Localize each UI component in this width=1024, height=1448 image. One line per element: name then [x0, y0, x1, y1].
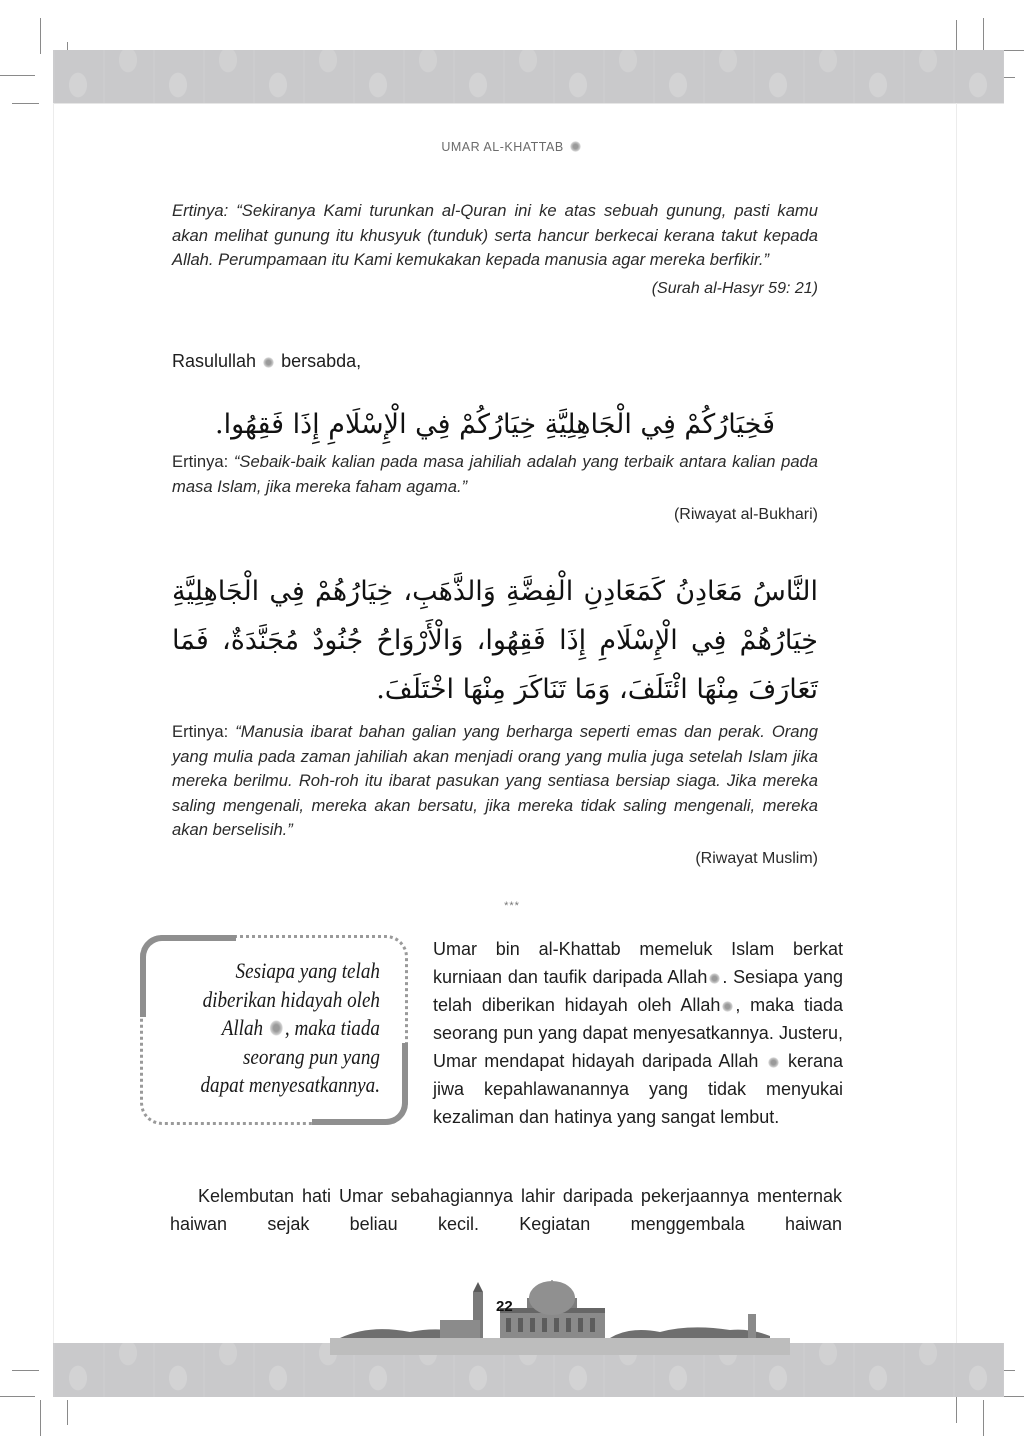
- trim-mark: [12, 103, 39, 104]
- radiallahu-anhu-icon: [570, 141, 581, 152]
- translation-body: “Manusia ibarat bahan galian yang berharga seperti emas dan perak. Orang yang mulia pada zaman jahiliah akan menjadi orang yang mulia juga setelah Islam jika mereka berilmu. Roh-roh itu ibarat pasukan yang sentiasa bersiap siaga. Jika mereka saling mengenali, mereka akan bersatu, jika mereka tidak saling mengenali, mereka akan berselisih.”: [172, 722, 818, 840]
- trim-mark: [956, 1395, 957, 1423]
- bersabda-label: bersabda,: [281, 351, 362, 371]
- paragraph-fragment: , maka tiada seorang pun yang dapat menyesatkannya. Justeru, Umar mendapat hidayah daripada Allah: [433, 995, 843, 1071]
- pull-quote-fragment: , maka tiada: [284, 1015, 380, 1040]
- pull-quote-line: seorang pun yang: [242, 1043, 380, 1069]
- subhanahu-wa-taala-icon: [722, 1001, 733, 1012]
- subhanahu-wa-taala-icon: [270, 1020, 284, 1036]
- pull-quote-line: [176, 1014, 380, 1043]
- running-head: [0, 140, 1024, 154]
- surah-reference: (Surah al-Hasyr 59: 21): [651, 279, 818, 297]
- paragraph-fragment: Umar bin al-Khattab memeluk Islam berkat kurniaan dan taufik daripada Allah: [433, 939, 843, 987]
- trim-mark: [983, 1400, 984, 1436]
- quran-translation-block: [172, 199, 818, 298]
- trim-mark: [12, 1370, 39, 1371]
- translation-lead: Ertinya:: [172, 722, 236, 741]
- trim-mark: [40, 1400, 41, 1436]
- hadith-reference: (Riwayat Muslim): [695, 849, 818, 867]
- pull-quote-line: dapat menyesatkannya.: [200, 1072, 380, 1097]
- body-paragraph-kelembutan: Kelembutan hati Umar sebahagiannya lahir daripada pekerjaannya menternak haiwan sejak beliau kecil. Kegiatan menggembala haiwan: [170, 1186, 842, 1234]
- page-number: 22: [496, 1298, 513, 1315]
- translation-lead: Ertinya:: [172, 452, 234, 471]
- translation-lead: Ertinya:: [172, 201, 237, 220]
- running-title: UMAR AL-KHATTAB: [441, 140, 564, 154]
- hadith-intro: [172, 348, 818, 375]
- trim-mark: [40, 18, 41, 54]
- trim-mark: [67, 1400, 68, 1425]
- subhanahu-wa-taala-icon: [709, 973, 720, 984]
- header-ornament-band: [53, 50, 1004, 104]
- allah-word: Allah: [221, 1015, 264, 1040]
- rasulullah-label: Rasulullah: [172, 351, 257, 371]
- arabic-text: النَّاسُ مَعَادِنُ كَمَعَادِنِ الْفِضَّةِ وَالذَّهَبِ، خِيَارُهُمْ فِي الْجَاهِلِيَّةِ خِيَارُهُمْ فِي الْإِسْلَامِ إِذَا فَقِهُوا، وَالْأَرْوَاحُ جُنُودٌ مُجَنَّدَةٌ، فَمَا تَعَارَفَ مِنْهَا ائْتَلَفَ، وَمَا تَنَاكَرَ مِنْهَا اخْتَلَفَ.: [172, 576, 818, 705]
- subhanahu-wa-taala-icon: [768, 1057, 779, 1068]
- dome-of-the-rock-illustration: [330, 1280, 790, 1355]
- body-paragraph-umar-islam: [433, 935, 843, 1131]
- trim-mark: [983, 18, 984, 54]
- translation-text: [172, 720, 818, 843]
- paragraph-fragment: . Sesiapa yang telah diberikan hidayah oleh Allah: [433, 967, 843, 1015]
- paragraph-fragment: kerana jiwa kepahlawanannya yang tidak menyukai kezaliman dan hatinya yang sangat lembut.: [433, 1051, 843, 1127]
- translation-text: [172, 199, 818, 273]
- translation-text: [172, 450, 818, 499]
- page-edge-left: [53, 103, 54, 1343]
- trim-mark: [0, 75, 35, 76]
- page-edge-right: [956, 103, 957, 1343]
- pull-quote-line: Sesiapa yang telah: [235, 958, 380, 983]
- pull-quote-box: [140, 935, 408, 1125]
- pull-quote-text: [176, 957, 380, 1100]
- sallallahu-alaihi-wasallam-icon: [263, 357, 274, 368]
- hadith-muslim-block: [172, 567, 818, 868]
- translation-body: “Sekiranya Kami turunkan al-Quran ini ke atas sebuah gunung, pasti kamu akan melihat gunung itu khusyuk (tunduk) serta hancur berkecai kerana takut kepada Allah. Perumpamaan itu Kami kemukakan kepada manusia agar mereka berfikir.”: [172, 201, 818, 270]
- hadith-reference: (Riwayat al-Bukhari): [673, 506, 818, 524]
- hadith-bukhari-block: [172, 402, 818, 524]
- trim-mark: [956, 20, 957, 50]
- trim-mark: [0, 1396, 35, 1397]
- pull-quote-line: diberikan hidayah oleh: [202, 986, 380, 1012]
- arabic-text: فَخِيَارُكُمْ فِي الْجَاهِلِيَّةِ خِيَارُكُمْ فِي الْإِسْلَامِ إِذَا فَقِهُوا.: [215, 409, 775, 440]
- section-separator: ***: [504, 900, 520, 912]
- translation-body: “Sebaik-baik kalian pada masa jahiliah adalah yang terbaik antara kalian pada masa Islam, jika mereka faham agama.”: [172, 452, 818, 496]
